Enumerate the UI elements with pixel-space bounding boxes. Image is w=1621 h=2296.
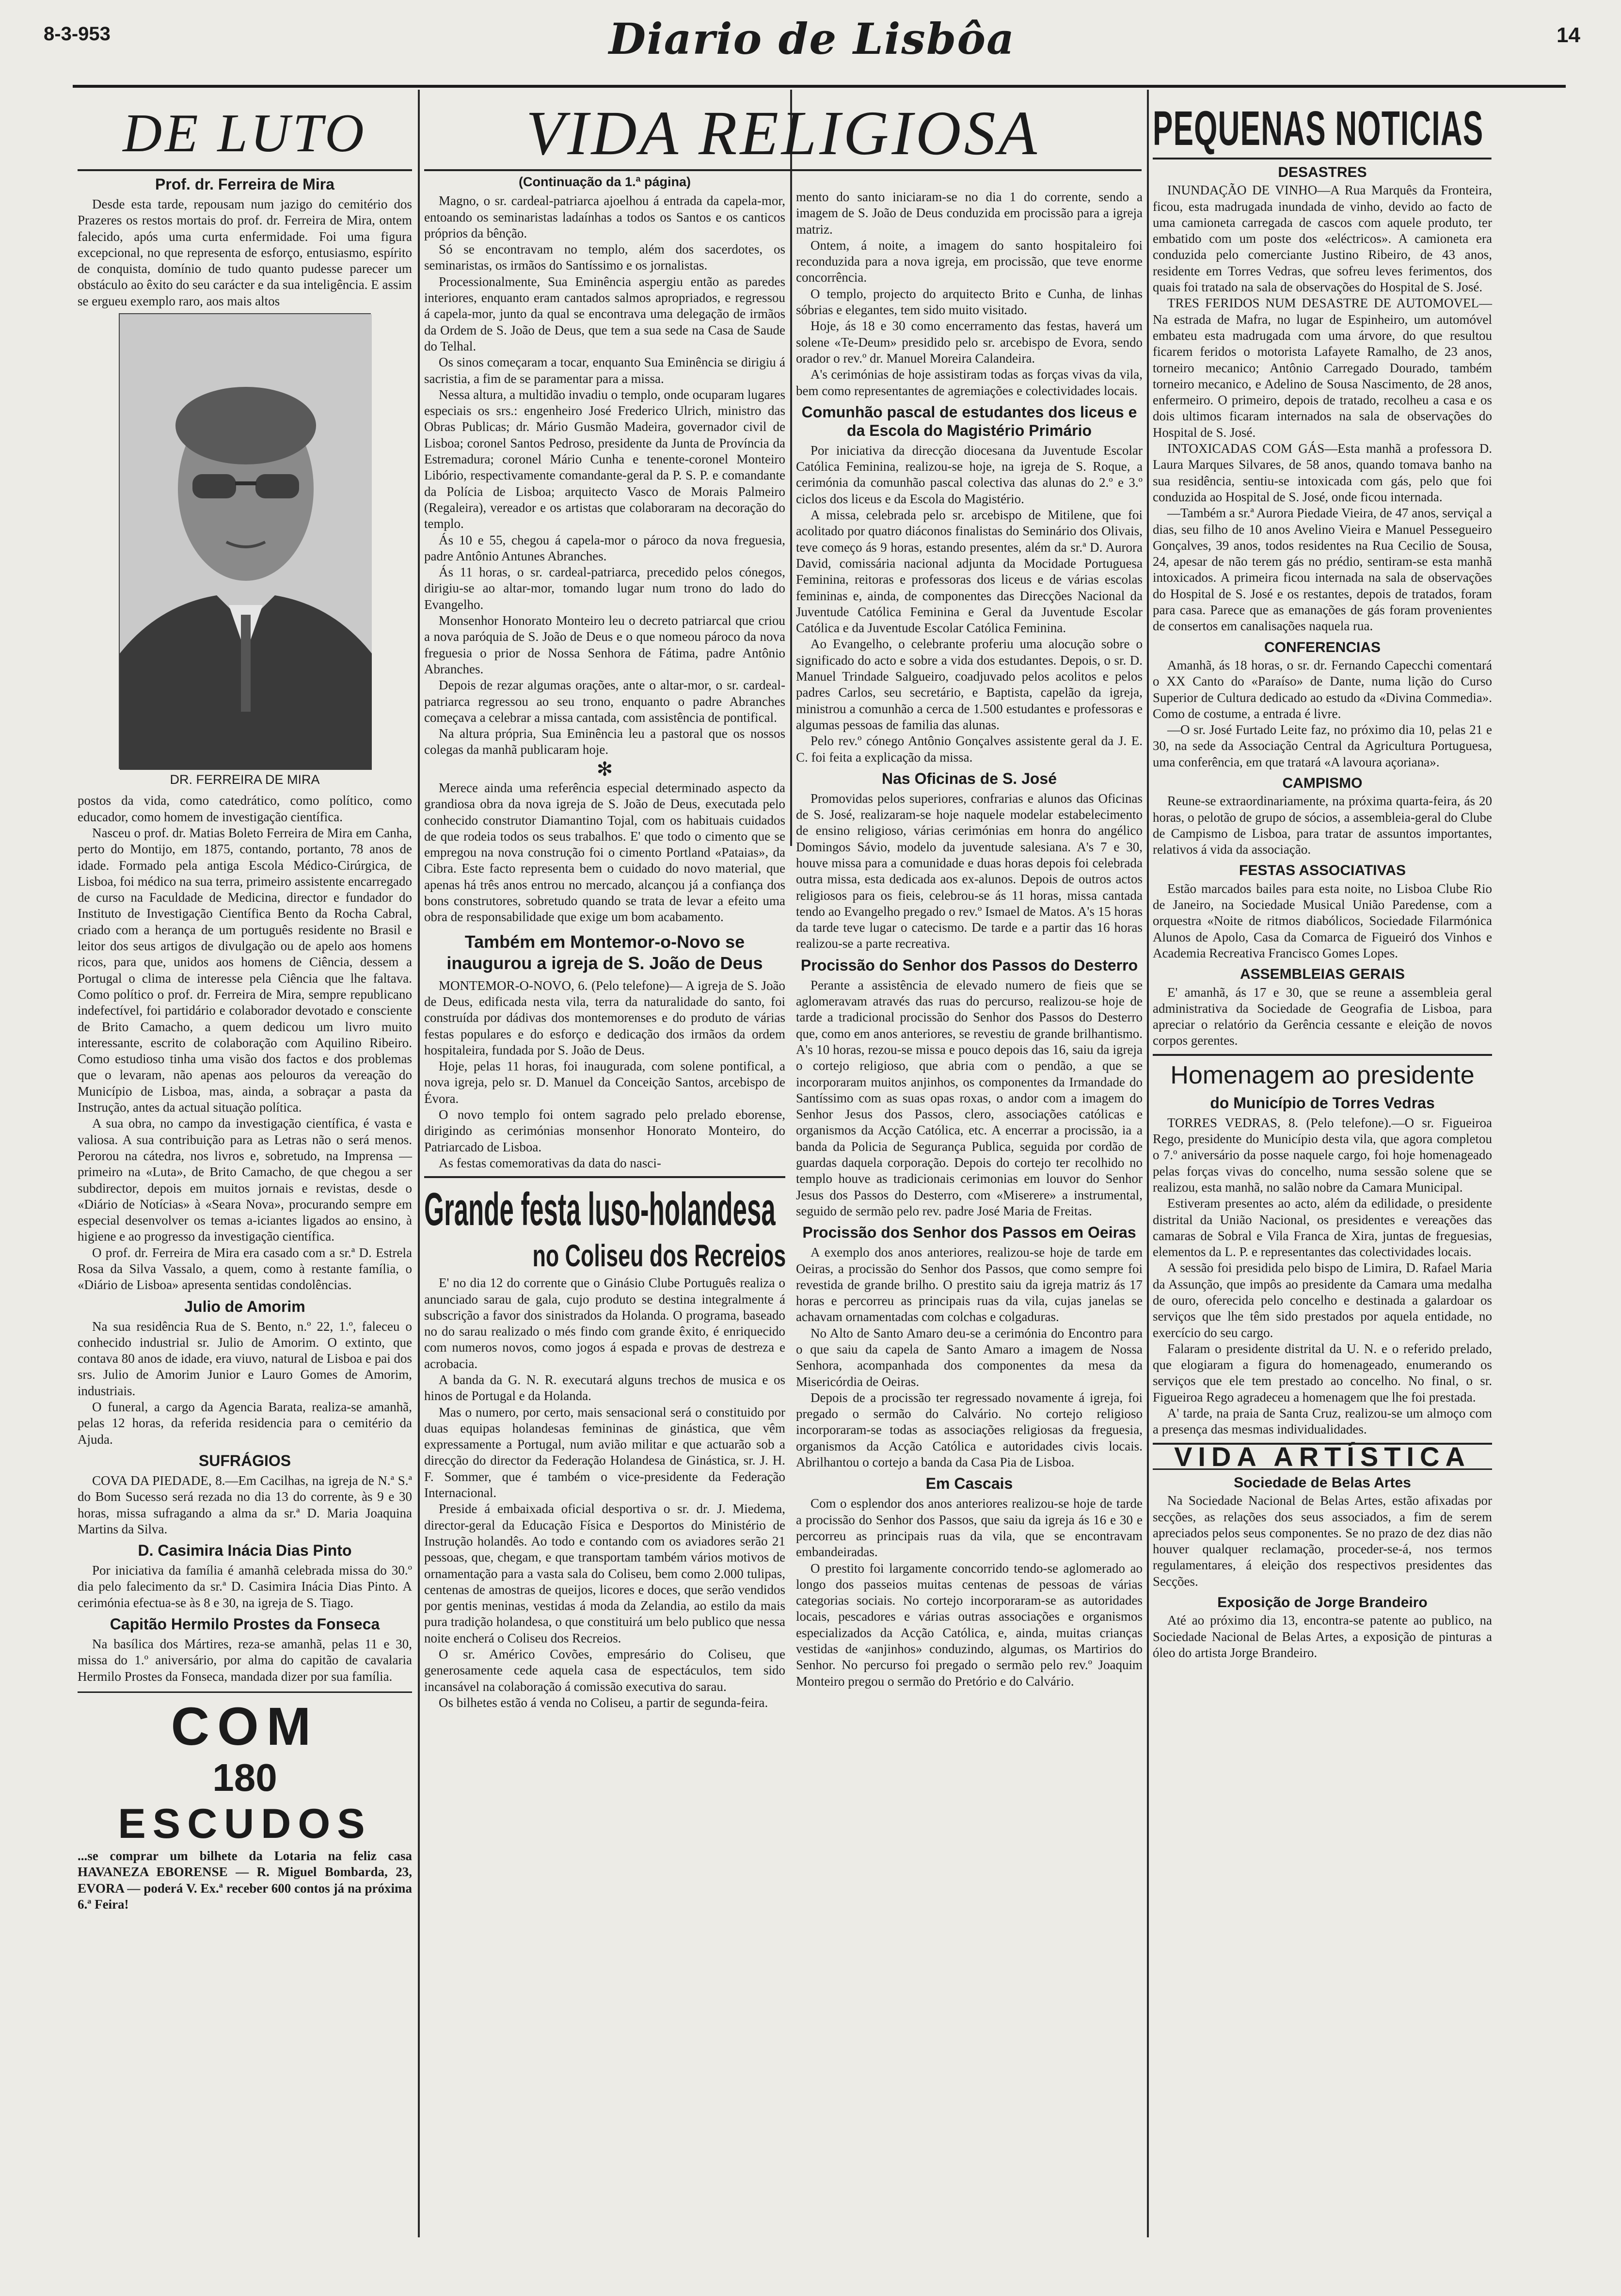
paragraph: Reune-se extraordinariamente, na próxima quarta-feira, ás 20 horas, o pelotão de grupo de sócios, a assembleia-geral do Clube de Campismo de Lisboa, para tratar de assuntos importantes, relativos á vida da associação. [1153,794,1492,857]
banner-line-2: no Coliseu dos Recreios [532,1238,786,1274]
newspaper-title: Diario de Lisbôa [608,14,1016,64]
paragraph: O prof. dr. Ferreira de Mira era casado com a sr.ª D. Estrela Rosa da Silva Vassalo, a quem, como à restante família, o «Diário de Lisboa» apresenta sentidas condolências. [78,1245,412,1292]
column-obituaries [78,99,412,2247]
paragraph: A banda da G. N. R. executará alguns trechos de musica e os hinos de Portugal e da Holanda. [424,1372,785,1403]
column-divider [790,90,792,846]
paragraph: E' no dia 12 do corrente que o Ginásio Clube Português realiza o anunciado sarau de gala, cujo produto se destina integralmente á subscrição a favor dos sinistrados da Holanda. O programa, baseado no do sarau realizado o més findo com grande êxito, é enriquecido com numeros novos, como jogos á espada e provas de destreza e acrobacia. [424,1276,785,1371]
paragraph: O prestito foi largamente concorrido tendo-se aglomerado ao longo dos passeios muitas centenas de pessoas de várias categorias sociais. No cortejo incorporaram-se as autoridades locais, pescadores e várias outras associações e organismos especializados da Acção Católica, e, ainda, muitas crianças vestidas de «anjinhos» conduzindo, algumas, os Martirios do Senhor. No percurso foi pregado o sermão pelo rev.º Joaquim Monteiro pregou o sermão do Pretório e do Calvário. [796,1561,1143,1689]
paragraph: Nasceu o prof. dr. Matias Boleto Ferreira de Mira em Canha, perto do Montijo, em 1875, contando, portanto, 78 anos de idade. Formado pela antiga Escola Médico-Cirúrgica, de Lisboa, foi médico na sua terra, primeiro assistente encarregado de curso na Faculdade de Medicina, director e fundador do Instituto de Investigação Científica Bento da Rocha Cabral, criado com a herança de um português residente no Brasil e leitor dos seus artigos de divulgação ou de apelo aos homens ricos, para que, unidos aos homens de Ciência, dessem a Portugal o clima de interesse pela Ciência que lhe faltava. Como político o prof. dr. Ferreira de Mira, sempre republicano indefectível, foi partidário e colaborador devotado e consciente de Brito Camacho, a quem dedicou um livro muito interessante, escrito de colaboração com Aquilino Ribeiro. Como estudioso tinha uma visão dos factos e dos problemas que o levaram, não apenas aos pelouros da vereação do Município de Lisboa, mas, ainda, a sobraçar a pasta da Instrução, antes da actual situação política. [78,825,412,1115]
headline-capitao: Capitão Hermilo Prostes da Fonseca [110,1615,380,1633]
paragraph: Os bilhetes estão á venda no Coliseu, a partir de segunda-feira. [439,1695,768,1710]
masthead [44,14,1580,81]
paragraph: INUNDAÇÃO DE VINHO—A Rua Marquês da Fronteira, ficou, esta madrugada inundada de vinho, devido ao facto de uma camioneta carregada de cascos com aquele produto, ter embatido com um poste dos «eléctricos». A camioneta era conduzida pelo comerciante Justino Ribeiro, de 43 anos, residente em Torres Vedras, que sofreu leves ferimentos, dos quais foi tratado na sala de observações do Hospital de S. José. [1153,183,1492,295]
headline-comunhao: Comunhão pascal de estudantes dos liceus e da Escola do Magistério Primário [801,403,1137,439]
lottery-advertisement [78,1691,412,1848]
paragraph: No Alto de Santo Amaro deu-se a cerimónia do Encontro para o que saiu da capela de Santo Amaro a imagem de Nossa Senhora, acompanhada dos componentes da mesa da Misericórdia de Oeiras. [796,1325,1143,1389]
paragraph: As festas comemorativas da data do nasci- [439,1155,661,1170]
headline-municipio: do Município de Torres Vedras [1210,1094,1435,1112]
paragraph: Depois de a procissão ter regressado novamente á igreja, foi pregado o sermão do Calvário. No cortejo religioso incorporaram-se todas as associações religiosas da freguesia, organismos da Acção Católica e autoridades civis locais. Abrilhantou o cortejo a banda da Casa Pia de Lisboa. [796,1390,1143,1470]
headline-assembleias-gerais: ASSEMBLEIAS GERAIS [1240,966,1405,983]
paragraph: Na Sociedade Nacional de Belas Artes, estão afixadas por secções, as relações dos seus associados, a fim de serem apreciados pelos seus componentes. Se no prazo de dez dias não houver qualquer reclamação, proceder-se-á, nos termos regulamentares, á eleição dos respectivos presidentes das Secções. [1153,1493,1492,1589]
paragraph: Falaram o presidente distrital da U. N. e o referido prelado, que elogiaram a figura do homenageado, enumerando os serviços que ele tem prestado ao concelho. No final, o sr. Figueiroa Rego agradeceu a homenagem que lhe foi prestada. [1153,1341,1492,1404]
section-header-vida-artistica: VIDA ARTÍSTICA [1153,1443,1492,1470]
headline-julio-de-amorim: Julio de Amorim [184,1297,305,1315]
paragraph: Estiveram presentes ao acto, além da edilidade, o presidente distrital da União Nacional, os presidentes e vereações das camaras de Sobral e Vila Franca de Xira, juntas de freguesias, elementos da L. P. e representantes das colectividades locais. [1153,1196,1492,1260]
paragraph: Até ao próximo dia 13, encontra-se patente ao publico, na Sociedade Nacional de Belas Artes, a exposição de pinturas a óleo do artista Jorge Brandeiro. [1153,1613,1492,1660]
paragraph: Perante a assistência de elevado numero de fieis que se aglomeravam através das ruas do percurso, realizou-se hoje de tarde a tradicional procissão do Senhor dos Passos do Desterro que, como em anos anteriores, se revestiu de grande brilhantismo. A's 10 horas, rezou-se missa e pouco depois das 16, saiu da igreja o cortejo religioso, que abria com o pendão, a que se incorporaram muitos anjinhos, os componentes da Irmandade do Santíssimo com as suas opas roxas, o andor com a imagem do Senhor Jesus dos Passos, clero, associações católicas e organismos da Acção Católica, etc. A encerrar a procissão, ia a banda da Policia de Segurança Publica, seguida por cordão de guardas daquela corporação. Depois do cortejo ter recolhido no templo houve as tradicionais cerimonias em louvor do Senhor Jesus dos Passos do Desterro, com «Miserere» a instrumental, seguido de sermão pelo rev. padre José Maria de Freitas. [796,977,1143,1218]
ad-text: ...se comprar um bilhete da Lotaria na feliz casa HAVANEZA EBORENSE — R. Miguel Bombarda, 23, EVORA — poderá V. Ex.ª receber 600 contos já na próxima 6.ª Feira! [78,1848,412,1912]
ad-escudos: ESCUDOS [118,1800,372,1847]
headline-campismo: CAMPISMO [1282,775,1363,791]
section-header-de-luto: DE LUTO [78,99,412,171]
column-pequenas-noticias [1153,99,1492,2247]
paragraph: A's cerimónias de hoje assistiram todas as forças vivas da vila, bem como representantes de agremiações e colectividades locais. [796,367,1143,398]
ad-com: COM [171,1696,319,1756]
paragraph: COVA DA PIEDADE, 8.—Em Cacilhas, na igreja de N.ª S.ª do Bom Sucesso será rezada no dia 13 do corrente, às 9 e 30 horas, missa sufragando a alma da sr.ª D. Maria Joaquina Martins da Silva. [78,1473,412,1536]
paragraph: Ás 11 horas, o sr. cardeal-patriarca, precedido pelos cónegos, dirigiu-se ao altar-mor, tomando lugar num trono do lado do Evangelho. [424,565,785,612]
paragraph: MONTEMOR-O-NOVO, 6. (Pelo telefone)— A igreja de S. João de Deus, edificada nesta vila, terra da naturalidade do santo, foi construída por dádivas dos montemorenses e do produto de várias festas populares e do esforço e dedicação dos irmãos da ordem hospitaleira, fundada por S. João de Deus. [424,978,785,1057]
photo-caption: DR. FERREIRA DE MIRA [170,772,320,787]
paragraph: A missa, celebrada pelo sr. arcebispo de Mitilene, que foi acolitado por quatro diáconos finalistas do Seminário dos Olivais, teve começo ás 9 horas, estando presentes, além da sr.ª D. Aurora David, comissária nacional adjunta da Mocidade Portuguesa Feminina, reitoras e professoras dos liceus e de várias escolas femininas e, ainda, de componentes das Direcções Nacional da Juventude Católica Feminina e Geral da Juventude Escolar Católica e da Juventude Escolar Católica Feminina. [796,508,1143,636]
paragraph: A exemplo dos anos anteriores, realizou-se hoje de tarde em Oeiras, a procissão do Senhor dos Passos, que como sempre foi revestida de grande brilho. O prestito saiu da igreja matriz ás 17 horas e percorreu as principais ruas da vila, cujas janelas se achavam ornamentadas com colchas e colgaduras. [796,1245,1143,1324]
paragraph: Desde esta tarde, repousam num jazigo do cemitério dos Prazeres os restos mortais do prof. dr. Ferreira de Mira, ontem falecido, após uma curta enfermidade. Foi uma figura excepcional, no que representa de esforço, entusiasmo, espírito de conquista, domínio de tudo quanto pudesse parecer um obstáculo ao êxito do seu carácter e da sua inteligência. E assim se ergueu exemplo raro, aos mais altos [78,197,412,308]
paragraph: Na altura própria, Sua Eminência leu a pastoral que os nossos colegas da manhã publicaram hoje. [424,726,785,757]
headline-montemor: Também em Montemor-o-Novo se inaugurou a igreja de S. João de Deus [446,931,763,973]
separator-star: ✻ [596,758,613,780]
paragraph: A' tarde, na praia de Santa Cruz, realizou-se um almoço com a presença das mesmas individualidades. [1153,1406,1492,1437]
headline-casimira: D. Casimira Inácia Dias Pinto [138,1542,352,1560]
paragraph: Promovidas pelos superiores, confrarias e alunos das Oficinas de S. José, realizaram-se hoje naquele modelar estabelecimento de ensino religioso, várias cerimónias em honra do angélico Domingos Sávio, modelo da juventude salesiana. A's 7 e 30, houve missa para a comunidade e duas horas depois foi celebrada outra missa, esta dedicada aos ex-alunos. Depois de outros actos religiosos para os fieis, celebrou-se ás 11 horas, missa cantada tendo ao Evangelho pregado o rev.º Ismael de Matos. A's 15 horas da tarde teve lugar o catecismo. De tarde e a partir das 16 horas realizou-se a parte recreativa. [796,791,1143,951]
headline-conferencias: CONFERENCIAS [1264,639,1381,655]
paragraph: A sua obra, no campo da investigação científica, é vasta e valiosa. A sua contribuição para as Letras não o será menos. Perorou na cátedra, nos livros e, sobretudo, na Imprensa — primeiro na «Luta», de Brito Camacho, de que chegou a ser subdirector, depois em muitos jornais e revistas, desde o «Diário de Notícias» à «Seara Nova», procurando sempre em especial desenvolver os temas a-iciantes ligados ao ensino, à higiene e ao progresso da investigação científica. [78,1116,412,1244]
issue-date: 8-3-953 [44,23,111,45]
headline-ferreira-de-mira: Prof. dr. Ferreira de Mira [155,175,334,193]
paragraph: Monsenhor Honorato Monteiro leu o decreto patriarcal que criou a nova paróquia de S. João de Deus e o que nomeou pároco da nova freguesia o prior de Nossa Senhora de Fátima, padre Antônio Abranches. [424,613,785,676]
column-religious-continued [796,189,1143,2247]
paragraph: Ao Evangelho, o celebrante proferiu uma alocução sobre o significado do acto e sobre a vida dos estudantes. Depois, o sr. D. Manuel Trindade Salgueiro, coadjuvado pelos acolitos e pelos padres Carlos, seu secretário, e Baptista, capelão da igreja, ministrou a comunhão a cerca de 1.500 estudantes e professoras e algumas pessoas de familia das alunas. [796,637,1143,732]
paragraph: Os sinos começaram a tocar, enquanto Sua Eminência se dirigiu á sacristia, a fim de se paramentar para a missa. [424,355,785,386]
headline-desterro: Procissão do Senhor dos Passos do Desterro [800,956,1138,974]
paragraph: E' amanhã, ás 17 e 30, que se reune a assembleia geral administrativa da Sociedade de Geografia de Lisboa, para apreciar o relatório da Gerência cessante e eleição de novos corpos gerentes. [1153,985,1492,1048]
headline-cascais: Em Cascais [925,1475,1013,1493]
paragraph: Processionalmente, Sua Eminência aspergiu então as paredes interiores, enquanto eram cantados salmos apropriados, e regressou á capela-mor, junto da qual se encontrava uma delegação de irmãos da Ordem de S. João de Deus, que tem a sua sede na Casa de Saude do Telhal. [424,274,785,353]
paragraph: Magno, o sr. cardeal-patriarca ajoelhou á entrada da capela-mor, entoando os seminaristas ladaínhas a todos os Santos e os canticos próprios da bênção. [424,193,785,240]
headline-festas-associativas: FESTAS ASSOCIATIVAS [1239,862,1406,879]
column-divider [418,90,420,2237]
paragraph: INTOXICADAS COM GÁS—Esta manhã a professora D. Laura Marques Silvares, de 58 anos, quando tomava banho na sua residência, sentiu-se intoxicada com gás, pelo que foi conduzida ao Hospital de S. José, onde ficou internada. [1153,441,1492,504]
paragraph: Por iniciativa da direcção diocesana da Juventude Escolar Católica Feminina, realizou-se hoje, na igreja de S. Roque, a cerimónia da comunhão pascal colectiva das alunas do 2.º e 3.º ciclos dos liceus e da Escola do Magistério. [796,443,1143,506]
ad-180: 180 [212,1755,277,1799]
headline-oficinas: Nas Oficinas de S. José [881,769,1057,787]
paragraph: Com o esplendor dos anos anteriores realizou-se hoje de tarde a procissão do Senhor dos Passos, que saiu da igreja ás 16 e 30 e percorreu as principais ruas da vila, que se encontravam embandeiradas. [796,1496,1143,1560]
paragraph: Depois de rezar algumas orações, ante o altar-mor, o sr. cardeal-patriarca regressou ao seu trono, enquanto o padre Abranches começava a celebrar a missa cantada, com assistência de pontifical. [424,678,785,725]
headline-homenagem: Homenagem ao presidente [1153,1054,1492,1090]
paragraph: A sessão foi presidida pelo bispo de Limira, D. Rafael Maria da Assunção, que impôs ao presidente da Camara uma medalha de ouro, oferecida pelo concelho e destinada a galardoar os serviços que lhe têm sido prestados por aquela entidade, no exercício do seu cargo. [1153,1260,1492,1340]
paragraph: Nessa altura, a multidão invadiu o templo, onde ocuparam lugares especiais os srs.: engenheiro José Frederico Ulrich, ministro das Obras Publicas; dr. Mário Gusmão Madeira, governador civil de Lisboa; coronel Santos Pedroso, presidente da Junta de Província da Estremadura; coronel Mário Cunha e tenente-coronel Monteiro Libório, respectivamente comandante-geral da P. S. P. e comandante da Polícia de Lisboa; arquitecto Vasco de Morais Palmeiro (Regaleira), vereador e os artistas que colaboraram na decoração do templo. [424,387,785,531]
section-header-pequenas-noticias: PEQUENAS NOTICIAS [1153,99,1492,159]
paragraph: Estão marcados bailes para esta noite, no Lisboa Clube Rio de Janeiro, na Sociedade Musical União Paredense, com a orquestra «Noite de ritmos diabólicos, Sociedade Filarmónica Alunos de Apolo, Casa da Comarca de Figueiró dos Vinhos e Academia Recreativa Francisco Gomes Lopes. [1153,881,1492,960]
paragraph: postos da vida, como catedrático, como político, como educador, como homem de investigação científica. [78,793,412,824]
headline-sufragios: SUFRÁGIOS [198,1451,291,1469]
paragraph: Mas o numero, por certo, mais sensacional será o constituido por duas equipas holandesas femininas de ginástica, que vêm expressamente a Portugal, num avião militar e que actuarão sob a direcção do director da Federação Holandesa de Ginástica, sr. J. H. F. Sommer, que é também o vice-presidente da Federação Internacional. [424,1404,785,1500]
page-number: 14 [1557,23,1580,47]
paragraph: Ontem, á noite, a imagem do santo hospitaleiro foi reconduzida para a nova igreja, em procissão, que teve enorme concorrência. [796,238,1143,285]
paragraph: Na sua residência Rua de S. Bento, n.º 22, 1.º, faleceu o conhecido industrial sr. Julio de Amorim. O extinto, que contava 80 anos de idade, era viuvo, natural de Lisboa e pai dos srs. Julio de Amorim Junior e Lauro Gomes de Amorim, industriais. [78,1319,412,1398]
headline-belas-artes: Sociedade de Belas Artes [1234,1474,1411,1491]
paragraph: O templo, projecto do arquitecto Brito e Cunha, de linhas sóbrias e elegantes, tem sido muito visitado. [796,286,1143,318]
section-header-vida-religiosa: VIDA RELIGIOSA [424,99,1142,171]
continuation-note: (Continuação da 1.ª página) [518,175,691,189]
headline-exposicao: Exposição de Jorge Brandeiro [1217,1594,1428,1611]
portrait-image [120,314,372,770]
banner-festa-luso-holandesa [424,1176,785,1275]
paragraph: —Também a sr.ª Aurora Piedade Vieira, de 47 anos, serviçal a dias, seu filho de 10 anos Avelino Vieira e Manuel Pessegueiro Gonçalves, 39 anos, todos residentes na Rua Cecilio de Sousa, 24, apesar de não terem gás no prédio, sentiram-se esta manhã intoxicados. A primeira ficou internada na sala de observações do Hospital de S. José e os restantes, depois de tratados, foram para casa. Parece que as emanações de gás foram provenientes de consertos em canalisações naquela rua. [1153,506,1492,634]
paragraph: Hoje, ás 18 e 30 como encerramento das festas, haverá um solene «Te-Deum» presidido pelo sr. arcebispo de Evora, sendo orador o rev.º dr. Manuel Moreira Calandeira. [796,319,1143,366]
paragraph: TORRES VEDRAS, 8. (Pelo telefone).—O sr. Figueiroa Rego, presidente do Município desta vila, que agora completou o 7.º aniversário da posse naquele cargo, foi hoje homenageado pelas forças vivas do concelho, numa sessão solene que se realizou, esta manhã, no salão nobre da Camara Municipal. [1153,1115,1492,1195]
banner-line-1: Grande festa luso-holandesa [424,1183,776,1236]
paragraph: Merece ainda uma referência especial determinado aspecto da grandiosa obra da nova igreja de S. João de Deus, executada pelo conhecido construtor Diamantino Tojal, com os habituais cuidados de que rodeia todos os seus trabalhos. E' que todo o cimento que se empregou na nova construção foi o cimento Portland «Pataias», da Cibra. Este facto representa bem o cuidado do novo material, que apenas há três anos entrou no mercado, alcançou já a confiança dos bons construtores, sobretudo quando se trata de levar a efeito uma obra de responsabilidade que exige um bom acabamento. [424,780,785,925]
paragraph: Por iniciativa da família é amanhã celebrada missa do 30.º dia pelo falecimento da sr.ª D. Casimira Inácia Dias Pinto. A cerimónia efectua-se às 8 e 30, na igreja de S. Tiago. [78,1563,412,1610]
headline-desastres: DESASTRES [1278,164,1367,180]
column-divider [1147,90,1149,2237]
portrait-photo [119,313,371,769]
paragraph: O novo templo foi ontem sagrado pelo prelado eborense, dirigindo as cerimónias monsenhor Honorato Monteiro, do Patriarcado de Lisboa. [424,1107,785,1154]
headline-oeiras: Procissão dos Senhor dos Passos em Oeiras [802,1224,1136,1242]
paragraph: Preside á embaixada oficial desportiva o sr. dr. J. Miedema, director-geral da Educação Física e Desportos do Ministério de Instrução holandês. Ao todo e contando com os aviadores serão 21 pessoas, que, chegam, e que transportam também vários motivos de ornamentação para a vasta sala do Coliseu, bem como 2.000 tulipas, centenas de amostras de queijos, licores e doces, que serão vendidos por gentis meninas, vestidas á moda da Zelandia, ao estilo da mais pura tradição holandesa, o que constituirá um belo publico que nessa noite encherá o Coliseu dos Recreios. [424,1501,785,1645]
paragraph: Pelo rev.º cónego Antônio Gonçalves assistente geral da J. E. C. foi feita a explicação da missa. [796,733,1143,765]
paragraph: O sr. Américo Covões, empresário do Coliseu, que generosamente cede aquela casa de espectáculos, tem sido incansável na colaboração á comissão executiva do sarau. [424,1647,785,1694]
paragraph: Amanhã, ás 18 horas, o sr. dr. Fernando Capecchi comentará o XX Canto do «Paraíso» de Dante, numa lição do Curso Superior de Cultura dedicado ao estudo da «Divina Commedia». Como de costume, a entrada é livre. [1153,657,1492,721]
paragraph: Ás 10 e 55, chegou á capela-mor o párоco da nova freguesia, padre Antônio Antunes Abranches. [424,532,785,563]
paragraph: Na basílica dos Mártires, reza-se amanhã, pelas 11 e 30, missa do 1.º aniversário, por alma do capitão de cavalaria Hermilo Prostes da Fonseca, mandada dizer por sua família. [78,1637,412,1684]
paragraph: —O sr. José Furtado Leite faz, no próximo dia 10, pelas 21 e 30, na sede da Associação Central da Agricultura Portuguesa, uma conferência, em que tratará «A lavoura açoriana». [1153,722,1492,769]
vida-religiosa-header-wrap [424,99,1142,171]
paragraph: TRES FERIDOS NUM DESASTRE DE AUTOMOVEL—Na estrada de Mafra, no lugar de Espinheiro, um automóvel embateu esta madrugada com uma árvore, do que resultou ficarem feridos o motorista Lafayete Ramalho, de 23 anos, torneiro mecanico; Antônio Carregado Dourado, também torneiro mecanico, e Adelino de Sousa Nascimento, de 28 anos, enfermeiro. O primeiro, depois de tratado, recolheu a casa e os dois ultimos ficaram internados na sala de observações do Hospital de S. José. [1153,296,1492,440]
paragraph: mento do santo iniciaram-se no dia 1 do corrente, sendo a imagem de S. João de Deus conduzida em procissão para a igreja matriz. [796,190,1143,237]
paragraph: O funeral, a cargo da Agencia Barata, realiza-se amanhã, pelas 12 horas, da referida residencia para o cemitério da Ajuda. [78,1400,412,1447]
paragraph: Só se encontravam no templo, além dos sacerdotes, os seminaristas, os irmãos do Santíssimo e os jornalistas. [424,242,785,273]
paragraph: Hoje, pelas 11 horas, foi inaugurada, com solene pontifical, a nova igreja, pelo sr. D. Manuel da Conceição Santos, arcebispo de Évora. [424,1059,785,1106]
